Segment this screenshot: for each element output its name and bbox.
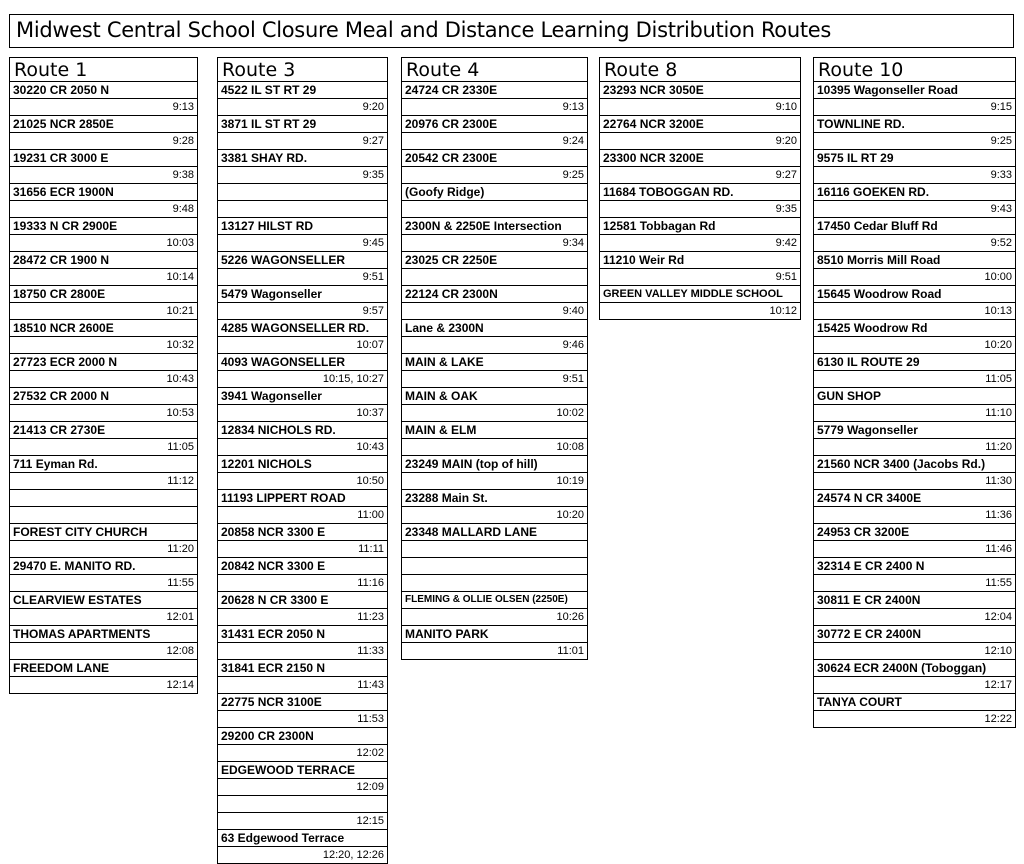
stop-address: 19333 N CR 2900E <box>9 218 198 235</box>
stop-address: 20858 NCR 3300 E <box>217 524 388 541</box>
stop-time: 12:22 <box>813 711 1016 728</box>
stop-address: 18510 NCR 2600E <box>9 320 198 337</box>
stop-time: 10:14 <box>9 269 198 286</box>
stop-time: 11:36 <box>813 507 1016 524</box>
stop-time: 11:43 <box>217 677 388 694</box>
stop-time: 9:13 <box>9 99 198 116</box>
stop-address: 23348 MALLARD LANE <box>401 524 588 541</box>
stop-address: FREEDOM LANE <box>9 660 198 677</box>
stop-time: 12:20, 12:26 <box>217 847 388 864</box>
stop-address: 13127 HILST RD <box>217 218 388 235</box>
stop-address: 3871 IL ST RT 29 <box>217 116 388 133</box>
stop-time: 11:23 <box>217 609 388 626</box>
stop-time: 10:26 <box>401 609 588 626</box>
stop-time: 10:32 <box>9 337 198 354</box>
stop-time: 9:27 <box>217 133 388 150</box>
stop-address: 23293 NCR 3050E <box>599 82 801 99</box>
stop-address: 10395 Wagonseller Road <box>813 82 1016 99</box>
stop-address: 4093 WAGONSELLER <box>217 354 388 371</box>
stop-address: 30811 E CR 2400N <box>813 592 1016 609</box>
stop-time: 12:09 <box>217 779 388 796</box>
stop-time: 9:51 <box>599 269 801 286</box>
stop-address: 18750 CR 2800E <box>9 286 198 303</box>
stop-address: MAIN & LAKE <box>401 354 588 371</box>
stop-address: 31431 ECR 2050 N <box>217 626 388 643</box>
stop-address: THOMAS APARTMENTS <box>9 626 198 643</box>
stop-time: 10:00 <box>813 269 1016 286</box>
route-4-column <box>401 57 588 660</box>
stop-time: 10:20 <box>401 507 588 524</box>
stop-address: 31841 ECR 2150 N <box>217 660 388 677</box>
stop-address: 711 Eyman Rd. <box>9 456 198 473</box>
stop-time: 11:53 <box>217 711 388 728</box>
stop-time: 11:16 <box>217 575 388 592</box>
route-header: Route 8 <box>599 57 801 82</box>
stop-time: 9:52 <box>813 235 1016 252</box>
stop-address: 23249 MAIN (top of hill) <box>401 456 588 473</box>
stop-time: 10:37 <box>217 405 388 422</box>
stop-time: 10:43 <box>217 439 388 456</box>
stop-address: 24724 CR 2330E <box>401 82 588 99</box>
stop-time: 11:20 <box>813 439 1016 456</box>
document-title-box <box>9 14 1014 48</box>
stop-time: 9:33 <box>813 167 1016 184</box>
stop-address: 24953 CR 3200E <box>813 524 1016 541</box>
stop-time <box>9 507 198 524</box>
stop-address: TOWNLINE RD. <box>813 116 1016 133</box>
stop-address: 15425 Woodrow Rd <box>813 320 1016 337</box>
stop-address <box>217 796 388 813</box>
stop-address: (Goofy Ridge) <box>401 184 588 201</box>
stop-address: 15645 Woodrow Road <box>813 286 1016 303</box>
stop-address: 4522 IL ST RT 29 <box>217 82 388 99</box>
route-stops <box>401 82 588 660</box>
stop-address: 63 Edgewood Terrace <box>217 830 388 847</box>
stop-time: 10:03 <box>9 235 198 252</box>
stop-time: 10:12 <box>599 303 801 320</box>
stop-address: 30772 E CR 2400N <box>813 626 1016 643</box>
stop-address: CLEARVIEW ESTATES <box>9 592 198 609</box>
stop-time: 11:55 <box>813 575 1016 592</box>
stop-time <box>217 201 388 218</box>
stop-time: 12:04 <box>813 609 1016 626</box>
stop-address: EDGEWOOD TERRACE <box>217 762 388 779</box>
stop-address: 22124 CR 2300N <box>401 286 588 303</box>
stop-time: 9:42 <box>599 235 801 252</box>
stop-time <box>401 541 588 558</box>
stop-address: 2300N & 2250E Intersection <box>401 218 588 235</box>
stop-time: 9:35 <box>599 201 801 218</box>
stop-time: 10:20 <box>813 337 1016 354</box>
stop-time: 10:21 <box>9 303 198 320</box>
stop-time: 11:20 <box>9 541 198 558</box>
stop-time: 12:01 <box>9 609 198 626</box>
stop-address: 21025 NCR 2850E <box>9 116 198 133</box>
stop-address: 20542 CR 2300E <box>401 150 588 167</box>
stop-time: 11:00 <box>217 507 388 524</box>
stop-address <box>401 558 588 575</box>
stop-address: 5779 Wagonseller <box>813 422 1016 439</box>
stop-address: MAIN & ELM <box>401 422 588 439</box>
stop-address <box>217 184 388 201</box>
stop-address: 17450 Cedar Bluff Rd <box>813 218 1016 235</box>
stop-address: 30624 ECR 2400N (Toboggan) <box>813 660 1016 677</box>
stop-time: 9:25 <box>401 167 588 184</box>
stop-address: 12834 NICHOLS RD. <box>217 422 388 439</box>
stop-address: 30220 CR 2050 N <box>9 82 198 99</box>
stop-time: 11:46 <box>813 541 1016 558</box>
stop-address: 12201 NICHOLS <box>217 456 388 473</box>
route-header: Route 4 <box>401 57 588 82</box>
stop-address: 32314 E CR 2400 N <box>813 558 1016 575</box>
stop-time: 11:05 <box>9 439 198 456</box>
stop-address: MANITO PARK <box>401 626 588 643</box>
stop-address: 29200 CR 2300N <box>217 728 388 745</box>
stop-address: 28472 CR 1900 N <box>9 252 198 269</box>
stop-address: 31656 ECR 1900N <box>9 184 198 201</box>
route-10-column <box>813 57 1016 728</box>
stop-time: 9:20 <box>217 99 388 116</box>
route-stops <box>9 82 198 694</box>
stop-time <box>401 575 588 592</box>
stop-time: 9:51 <box>217 269 388 286</box>
stop-time: 10:53 <box>9 405 198 422</box>
stop-address: 27532 CR 2000 N <box>9 388 198 405</box>
stop-address: 5479 Wagonseller <box>217 286 388 303</box>
stop-time: 11:01 <box>401 643 588 660</box>
stop-address: 4285 WAGONSELLER RD. <box>217 320 388 337</box>
stop-address: 12581 Tobbagan Rd <box>599 218 801 235</box>
stop-time: 9:25 <box>813 133 1016 150</box>
stop-time: 10:13 <box>813 303 1016 320</box>
stop-time: 12:15 <box>217 813 388 830</box>
stop-address: 22764 NCR 3200E <box>599 116 801 133</box>
stop-address: 21413 CR 2730E <box>9 422 198 439</box>
stop-address: 8510 Morris Mill Road <box>813 252 1016 269</box>
stop-address: 3381 SHAY RD. <box>217 150 388 167</box>
stop-time: 11:05 <box>813 371 1016 388</box>
stop-address: GREEN VALLEY MIDDLE SCHOOL <box>599 286 801 303</box>
stop-address: 20842 NCR 3300 E <box>217 558 388 575</box>
stop-address: 27723 ECR 2000 N <box>9 354 198 371</box>
stop-address: Lane & 2300N <box>401 320 588 337</box>
stop-time: 10:43 <box>9 371 198 388</box>
stop-address: 20628 N CR 3300 E <box>217 592 388 609</box>
stop-time: 9:51 <box>401 371 588 388</box>
stop-address: 23025 CR 2250E <box>401 252 588 269</box>
stop-address: 3941 Wagonseller <box>217 388 388 405</box>
route-8-column <box>599 57 801 320</box>
stop-address: 20976 CR 2300E <box>401 116 588 133</box>
route-stops <box>813 82 1016 728</box>
stop-time: 9:28 <box>9 133 198 150</box>
route-1-column <box>9 57 198 694</box>
stop-time: 9:57 <box>217 303 388 320</box>
stop-time: 12:08 <box>9 643 198 660</box>
stop-time: 9:24 <box>401 133 588 150</box>
stop-time: 11:55 <box>9 575 198 592</box>
stop-time: 11:33 <box>217 643 388 660</box>
stop-time: 9:43 <box>813 201 1016 218</box>
stop-address: 5226 WAGONSELLER <box>217 252 388 269</box>
stop-address: TANYA COURT <box>813 694 1016 711</box>
stop-time: 9:20 <box>599 133 801 150</box>
stop-address: 11193 LIPPERT ROAD <box>217 490 388 507</box>
stop-address: 9575 IL RT 29 <box>813 150 1016 167</box>
stop-time <box>401 269 588 286</box>
stop-time: 10:02 <box>401 405 588 422</box>
stop-address: 11684 TOBOGGAN RD. <box>599 184 801 201</box>
route-stops <box>599 82 801 320</box>
stop-time: 12:14 <box>9 677 198 694</box>
document-title: Midwest Central School Closure Meal and Distance Learning Distribution Routes <box>16 18 832 42</box>
stop-time: 9:13 <box>401 99 588 116</box>
stop-address: FOREST CITY CHURCH <box>9 524 198 541</box>
stop-address: 11210 Weir Rd <box>599 252 801 269</box>
stop-time: 9:15 <box>813 99 1016 116</box>
stop-time: 9:27 <box>599 167 801 184</box>
stop-time: 10:50 <box>217 473 388 490</box>
stop-time: 9:46 <box>401 337 588 354</box>
stop-address: FLEMING & OLLIE OLSEN (2250E) <box>401 592 588 609</box>
stop-address: 16116 GOEKEN RD. <box>813 184 1016 201</box>
stop-time: 9:40 <box>401 303 588 320</box>
stop-address: 29470 E. MANITO RD. <box>9 558 198 575</box>
stop-time: 10:07 <box>217 337 388 354</box>
route-3-column <box>217 57 388 864</box>
stop-time: 9:10 <box>599 99 801 116</box>
route-header: Route 10 <box>813 57 1016 82</box>
stop-address: 22775 NCR 3100E <box>217 694 388 711</box>
stop-time: 11:12 <box>9 473 198 490</box>
stop-time <box>401 201 588 218</box>
stop-time: 9:34 <box>401 235 588 252</box>
stop-address: 6130 IL ROUTE 29 <box>813 354 1016 371</box>
stop-address: 21560 NCR 3400 (Jacobs Rd.) <box>813 456 1016 473</box>
route-stops <box>217 82 388 864</box>
stop-time: 11:30 <box>813 473 1016 490</box>
stop-time: 9:35 <box>217 167 388 184</box>
stop-address: 23288 Main St. <box>401 490 588 507</box>
stop-address: GUN SHOP <box>813 388 1016 405</box>
stop-time: 9:48 <box>9 201 198 218</box>
stop-time: 12:10 <box>813 643 1016 660</box>
stop-time: 10:19 <box>401 473 588 490</box>
stop-address: MAIN & OAK <box>401 388 588 405</box>
route-header: Route 1 <box>9 57 198 82</box>
stop-time: 9:45 <box>217 235 388 252</box>
stop-time: 11:10 <box>813 405 1016 422</box>
stop-time: 12:17 <box>813 677 1016 694</box>
stop-time: 10:08 <box>401 439 588 456</box>
stop-time: 11:11 <box>217 541 388 558</box>
stop-address: 24574 N CR 3400E <box>813 490 1016 507</box>
stop-address: 19231 CR 3000 E <box>9 150 198 167</box>
stop-time: 10:15, 10:27 <box>217 371 388 388</box>
route-header: Route 3 <box>217 57 388 82</box>
stop-time: 9:38 <box>9 167 198 184</box>
stop-time: 12:02 <box>217 745 388 762</box>
stop-address <box>9 490 198 507</box>
stop-address: 23300 NCR 3200E <box>599 150 801 167</box>
